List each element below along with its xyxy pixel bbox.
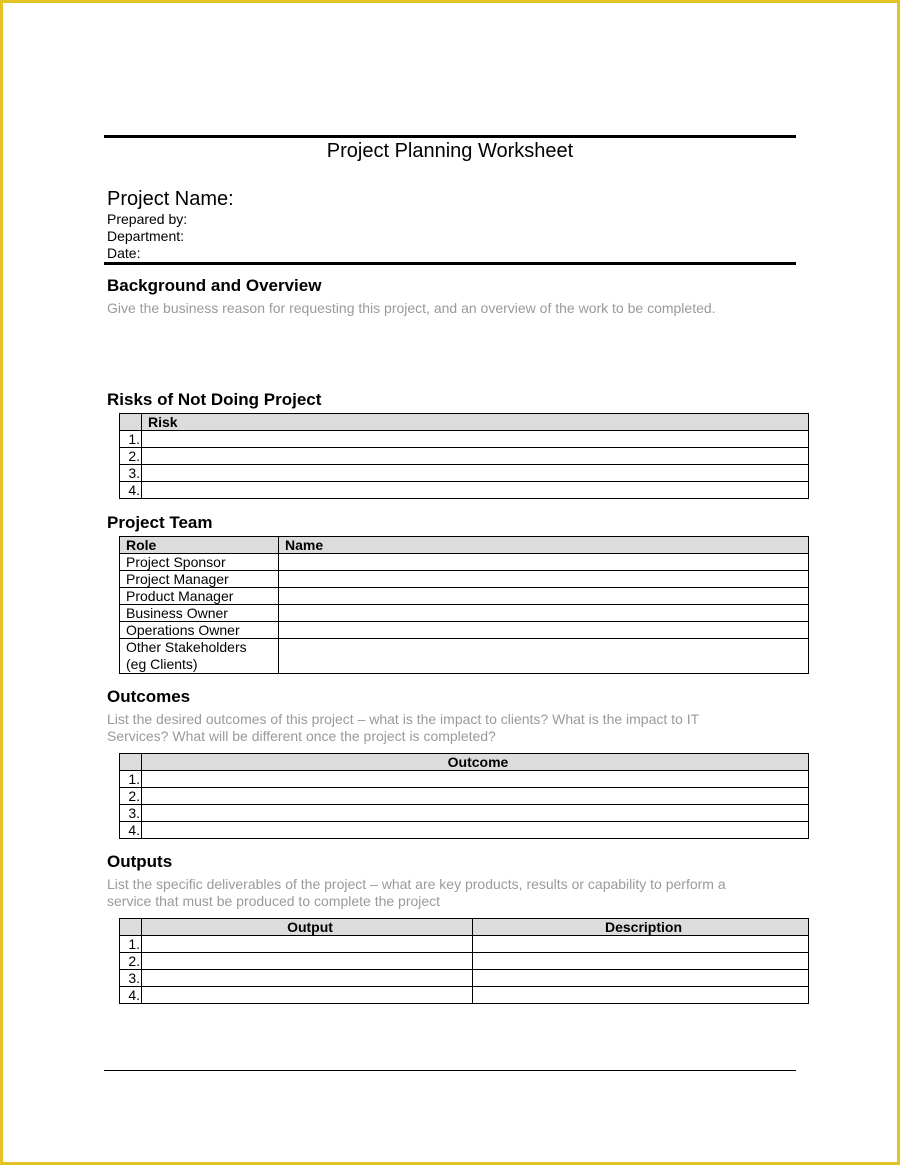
outputs-hint-line-2: service that must be produced to complete the project [107,893,441,909]
outcome-column-header: Outcome [142,754,809,771]
name-cell[interactable] [279,571,809,588]
header-rule [104,262,796,265]
name-cell[interactable] [279,605,809,622]
name-cell[interactable] [279,588,809,605]
team-heading: Project Team [107,513,213,532]
table-row [120,771,809,788]
outcome-cell[interactable] [142,805,809,822]
description-cell[interactable] [473,987,809,1004]
output-cell[interactable] [142,970,473,987]
table-row [120,431,809,448]
row-number: 3. [120,805,142,822]
table-row [120,465,809,482]
row-number: 2. [120,953,142,970]
role-cell: Project Manager [120,571,279,588]
date-label: Date: [107,245,141,261]
risk-cell[interactable] [142,465,809,482]
table-row [120,448,809,465]
table-row [120,822,809,839]
table-header-row [120,754,809,771]
row-number: 1. [120,936,142,953]
outputs-table [119,918,809,1004]
background-heading: Background and Overview [107,276,322,295]
table-header-row [120,537,809,554]
role-column-header: Role [120,537,279,554]
table-row [120,622,809,639]
outcomes-hint-line-2: Services? What will be different once the project is completed? [107,728,496,744]
document-title: Project Planning Worksheet [326,140,574,162]
risks-table [119,413,809,499]
role-cell: Operations Owner [120,622,279,639]
role-line: Other Stakeholders [126,639,247,655]
row-number: 2. [120,788,142,805]
role-cell: Project Sponsor [120,554,279,571]
table-header-row [120,414,809,431]
table-row [120,805,809,822]
department-label: Department: [107,228,185,244]
top-rule [104,135,796,138]
table-header-row [120,919,809,936]
outputs-heading: Outputs [107,852,173,871]
table-row [120,953,809,970]
row-number: 1. [120,431,142,448]
row-number: 3. [120,465,142,482]
role-cell: Product Manager [120,588,279,605]
outcomes-heading: Outcomes [107,687,191,706]
output-cell[interactable] [142,953,473,970]
name-cell[interactable] [279,639,809,674]
table-row [120,788,809,805]
row-number: 1. [120,771,142,788]
risk-cell[interactable] [142,482,809,499]
table-row [120,571,809,588]
role-cell: Business Owner [120,605,279,622]
table-row [120,554,809,571]
team-table [119,536,809,674]
outcomes-table [119,753,809,839]
table-row [120,605,809,622]
row-number: 3. [120,970,142,987]
risk-cell[interactable] [142,431,809,448]
project-name-label: Project Name: [107,188,234,210]
output-cell[interactable] [142,936,473,953]
row-number: 4. [120,822,142,839]
output-column-header: Output [142,919,473,936]
row-number: 4. [120,482,142,499]
row-number: 4. [120,987,142,1004]
description-cell[interactable] [473,970,809,987]
table-row [120,970,809,987]
outcome-cell[interactable] [142,771,809,788]
role-cell [120,639,279,674]
table-row [120,987,809,1004]
table-row [120,639,809,674]
table-row [120,936,809,953]
table-row [120,482,809,499]
risk-cell[interactable] [142,448,809,465]
description-column-header: Description [473,919,809,936]
name-cell[interactable] [279,622,809,639]
risks-heading: Risks of Not Doing Project [107,390,322,409]
outcomes-hint-line-1: List the desired outcomes of this project – what is the impact to clients? What is the impact to IT [107,711,700,727]
description-cell[interactable] [473,936,809,953]
name-column-header: Name [279,537,809,554]
outputs-hint-line-1: List the specific deliverables of the project – what are key products, results or capability to perform a [107,876,726,892]
background-hint: Give the business reason for requesting this project, and an overview of the work to be completed. [107,300,716,316]
footer-rule [104,1070,796,1071]
role-line: (eg Clients) [126,656,198,672]
outcome-cell[interactable] [142,822,809,839]
prepared-by-label: Prepared by: [107,211,188,227]
outcome-cell[interactable] [142,788,809,805]
output-cell[interactable] [142,987,473,1004]
description-cell[interactable] [473,953,809,970]
row-number: 2. [120,448,142,465]
name-cell[interactable] [279,554,809,571]
table-row [120,588,809,605]
risk-column-header: Risk [142,414,809,431]
